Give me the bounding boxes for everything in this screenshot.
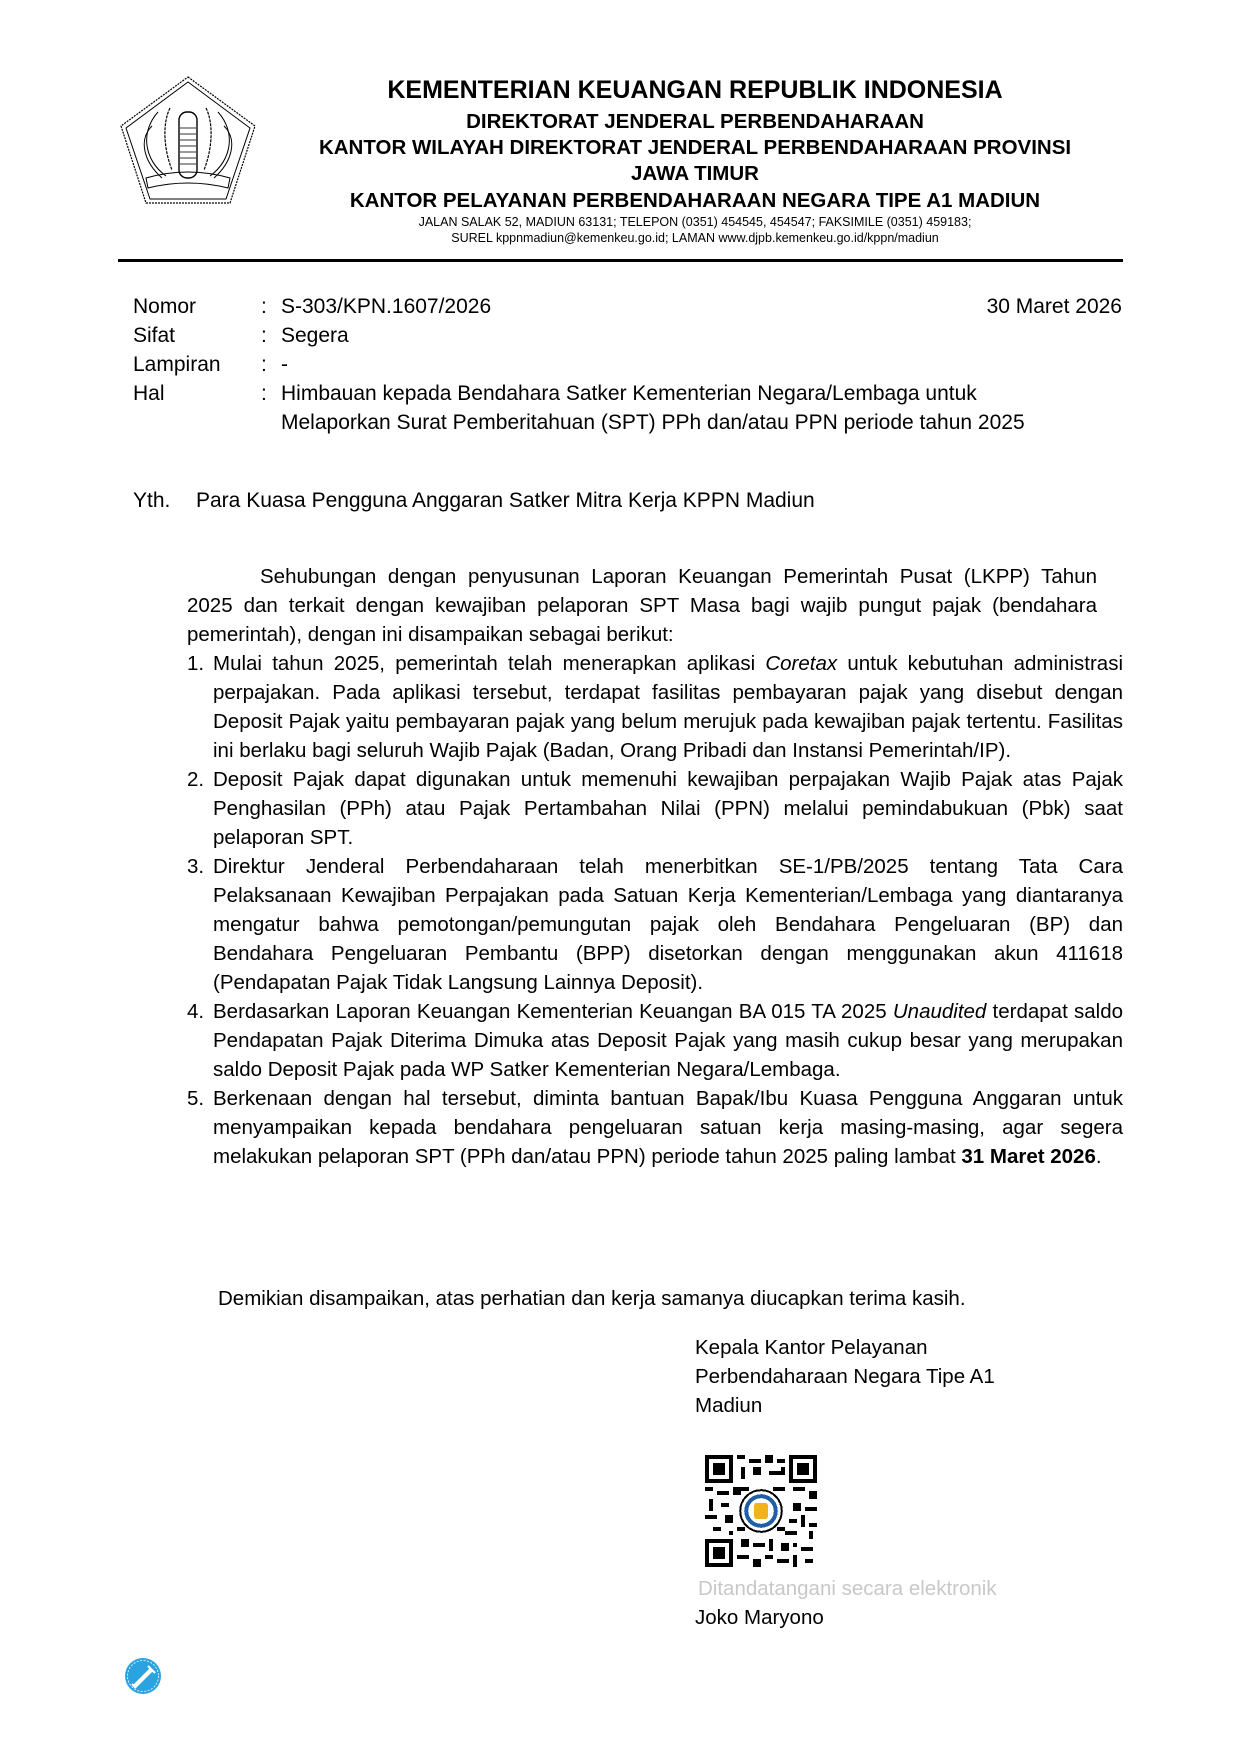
list-item (187, 649, 1123, 765)
list-number: 2. (187, 768, 205, 791)
closing-sentence: Demikian disampaikan, atas perhatian dan kerja samanya diucapkan terima kasih. (218, 1287, 966, 1310)
hal-colon: : (261, 382, 267, 405)
list-text: Direktur Jenderal Perbendaharaan telah menerbitkan SE-1/PB/2025 tentang Tata Cara Pelaksanaan Kewajiban Perpajakan pada Satuan Kerja Kementerian/Lembaga yang diantaranya mengatur bahwa pemotongan/pemungutan pajak oleh Bendahara Pengeluaran (BP) dan Bendahara Pengeluaran Pembantu (BPP) disetorkan dengan menggunakan akun 411618 (Pendapatan Pajak Tidak Langsung Lainnya Deposit). (213, 855, 1123, 994)
list-item (187, 1084, 1123, 1171)
sifat-colon: : (261, 324, 267, 347)
sifat-label: Sifat (133, 324, 176, 347)
list-item (187, 765, 1123, 852)
list-item (187, 997, 1124, 1084)
points-list (187, 649, 1123, 1171)
list-text: Deposit Pajak dapat digunakan untuk memenuhi kewajiban perpajakan Wajib Pajak atas Pajak Penghasilan (PPh) atau Pajak Pertambahan Nilai (PPN) melalui pemindabukuan (Pbk) saat pelaporan SPT. (213, 768, 1123, 849)
office-address: JALAN SALAK 52, MADIUN 63131; TELEPON (0351) 454545, 454547; FAKSIMILE (0351) 459183; (418, 215, 972, 229)
letterhead-divider (118, 259, 1123, 262)
letter-date: 30 Maret 2026 (986, 295, 1122, 318)
bsre-seal-icon (124, 1657, 162, 1695)
nomor-label: Nomor (133, 295, 197, 318)
lampiran-colon: : (261, 353, 267, 376)
list-text-italic: Unaudited (892, 1000, 987, 1023)
hal-value-line1: Himbauan kepada Bendahara Satker Kementerian Negara/Lembaga untuk (281, 382, 977, 405)
list-text: Mulai tahun 2025, pemerintah telah menerapkan aplikasi (213, 652, 766, 675)
province-name: JAWA TIMUR (631, 162, 759, 185)
list-text: Berkenaan dengan hal tersebut, diminta bantuan Bapak/Ibu Kuasa Pengguna Anggaran untuk menyampaikan kepada bendahara pengeluaran satuan kerja masing-masing, agar segera melakukan pelaporan SPT (PPh dan/atau PPN) periode tahun 2025 paling lambat (213, 1087, 1123, 1168)
ministry-name: KEMENTERIAN KEUANGAN REPUBLIK INDONESIA (387, 76, 1003, 104)
deadline-date: 31 Maret 2026 (961, 1145, 1096, 1168)
sifat-value: Segera (281, 324, 349, 347)
list-number: 5. (187, 1087, 205, 1110)
recipient-value: Para Kuasa Pengguna Anggaran Satker Mitra Kerja KPPN Madiun (196, 489, 815, 512)
list-text-italic: Coretax (765, 652, 838, 675)
lampiran-label: Lampiran (133, 353, 221, 376)
hal-value-line2: Melaporkan Surat Pemberitahuan (SPT) PPh dan/atau PPN periode tahun 2025 (281, 411, 1025, 434)
list-number: 3. (187, 855, 205, 878)
intro-paragraph: Sehubungan dengan penyusunan Laporan Keuangan Pemerintah Pusat (LKPP) Tahun 2025 dan terkait dengan kewajiban pelaporan SPT Masa bagi wajib pungut pajak (bendahara pemerintah), dengan ini disampaikan sebagai berikut: (187, 565, 1097, 646)
list-item (187, 852, 1123, 997)
signatory-title-line: Madiun (695, 1394, 763, 1417)
signatory-title-line: Perbendaharaan Negara Tipe A1 (695, 1365, 995, 1388)
nomor-colon: : (261, 295, 267, 318)
office-name: KANTOR PELAYANAN PERBENDAHARAAN NEGARA TIPE A1 MADIUN (349, 189, 1041, 212)
list-text: untuk kebutuhan administrasi perpajakan. Pada aplikasi tersebut, terdapat fasilitas pembayaran pajak yang disebut dengan Deposit Pajak yaitu pembayaran pajak yang belum merujuk pada kewajiban pajak tertentu. Fasilitas ini berlaku bagi seluruh Wajib Pajak (Badan, Orang Pribadi dan Instansi Pemerintah/IP). (213, 652, 1123, 762)
recipient-label: Yth. (133, 489, 171, 512)
signatory-name: Joko Maryono (695, 1606, 824, 1629)
qr-code-icon (705, 1455, 817, 1567)
office-contact: SUREL kppnmadiun@kemenkeu.go.id; LAMAN www.djpb.kemenkeu.go.id/kppn/madiun (451, 231, 939, 245)
list-number: 1. (187, 652, 205, 675)
list-text: . (1095, 1145, 1102, 1168)
signatory-title-line: Kepala Kantor Pelayanan (695, 1336, 928, 1359)
signatory-title (695, 1333, 995, 1420)
regional-office-name: KANTOR WILAYAH DIREKTORAT JENDERAL PERBENDAHARAAN PROVINSI (318, 136, 1072, 159)
nomor-value: S-303/KPN.1607/2026 (281, 295, 492, 318)
esign-note: Ditandatangani secara elektronik (698, 1577, 997, 1600)
hal-label: Hal (133, 382, 165, 405)
lampiran-value: - (281, 353, 288, 376)
list-number: 4. (187, 1000, 205, 1023)
kemenkeu-emblem-icon (118, 74, 258, 206)
list-text: terdapat saldo Pendapatan Pajak Diterima Dimuka atas Deposit Pajak yang masih cukup besar yang merupakan saldo Deposit Pajak pada WP Satker Kementerian Negara/Lembaga. (213, 1000, 1124, 1081)
list-text: Berdasarkan Laporan Keuangan Kementerian Keuangan BA 015 TA 2025 (213, 1000, 893, 1023)
directorate-name: DIREKTORAT JENDERAL PERBENDAHARAAN (466, 110, 924, 133)
